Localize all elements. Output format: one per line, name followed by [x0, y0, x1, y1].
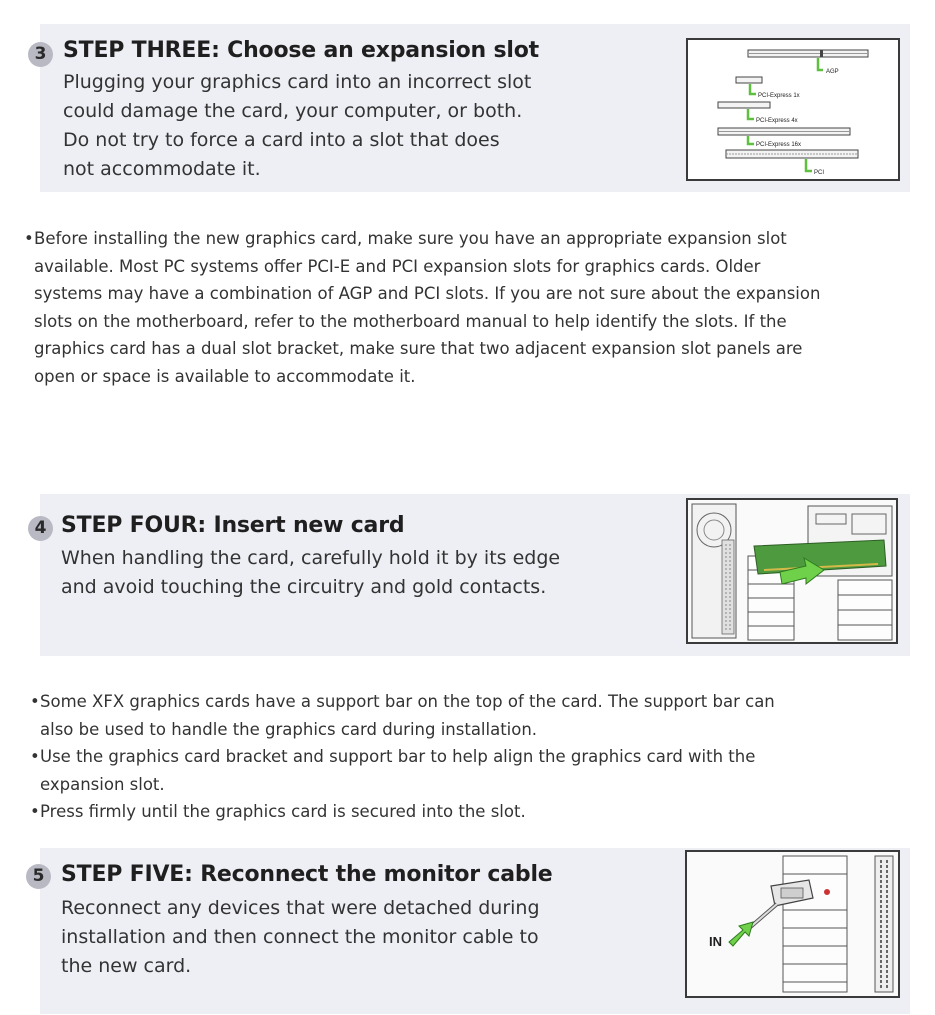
- text-line: could damage the card, your computer, or both.: [63, 100, 523, 122]
- list-item: [30, 688, 775, 716]
- pcie-16x-label: PCI-Express 16x: [756, 142, 802, 148]
- text-line: Some XFX graphics cards have a support bar on the top of the card. The support bar can: [40, 692, 775, 711]
- list-item: [24, 225, 820, 253]
- step-three-panel: [34, 24, 910, 192]
- bullet-dot: •: [24, 229, 34, 248]
- text-line: the new card.: [61, 955, 192, 977]
- bullet-dot: •: [30, 747, 40, 766]
- pcie-4x-label: PCI-Express 4x: [756, 118, 798, 124]
- step-number-badge: 5: [26, 864, 51, 889]
- text-line: and avoid touching the circuitry and gold contacts.: [61, 576, 547, 598]
- text-line: not accommodate it.: [63, 158, 261, 180]
- step-four-panel: [34, 494, 910, 656]
- pci-label: PCI: [814, 170, 825, 176]
- step-title: STEP FOUR: Insert new card: [61, 513, 405, 538]
- step-five-panel: [32, 848, 910, 1014]
- text-line: expansion slot.: [40, 774, 165, 794]
- step-number-badge: 3: [28, 42, 53, 67]
- in-label: IN: [709, 934, 722, 949]
- text-line: available. Most PC systems offer PCI-E and PCI expansion slots for graphics cards. Older: [34, 256, 761, 276]
- step-description: [63, 68, 531, 184]
- list-item: [30, 798, 775, 826]
- text-line: also be used to handle the graphics card during installation.: [40, 719, 538, 739]
- text-line: Before installing the new graphics card, make sure you have an appropriate expansion slot: [34, 229, 787, 248]
- step-four-notes: [30, 688, 775, 826]
- text-line: graphics card has a dual slot bracket, make sure that two adjacent expansion slot panels are: [34, 339, 803, 358]
- expansion-slots-diagram: [686, 38, 900, 181]
- bullet-dot: •: [30, 802, 40, 821]
- monitor-cable-illustration: [685, 850, 900, 998]
- step-number-badge: 4: [28, 516, 53, 541]
- text-line: When handling the card, carefully hold it by its edge: [61, 547, 561, 569]
- text-line: installation and then connect the monitor cable to: [61, 926, 539, 948]
- text-line: Press firmly until the graphics card is secured into the slot.: [40, 802, 526, 821]
- pcie-1x-label: PCI-Express 1x: [758, 93, 800, 99]
- step-description: [61, 894, 540, 981]
- list-item: [30, 743, 775, 771]
- bullet-dot: •: [30, 692, 40, 711]
- text-line: Reconnect any devices that were detached during: [61, 897, 540, 919]
- text-line: Plugging your graphics card into an incorrect slot: [63, 71, 532, 93]
- cable-illustration: [687, 852, 898, 996]
- text-line: systems may have a combination of AGP and PCI slots. If you are not sure about the expansion: [34, 284, 821, 303]
- text-line: Use the graphics card bracket and support bar to help align the graphics card with the: [40, 747, 756, 766]
- step-title: STEP THREE: Choose an expansion slot: [63, 38, 539, 63]
- step-title: STEP FIVE: Reconnect the monitor cable: [61, 862, 553, 887]
- step-description: [61, 544, 560, 602]
- step-three-notes: [24, 225, 820, 390]
- case-illustration: [688, 500, 896, 642]
- text-line: open or space is available to accommodate it.: [34, 366, 416, 386]
- slots-illustration: [688, 40, 898, 179]
- text-line: slots on the motherboard, refer to the motherboard manual to help identify the slots. If the: [34, 311, 787, 331]
- insert-card-illustration: [686, 498, 898, 644]
- text-line: Do not try to force a card into a slot that does: [63, 129, 500, 151]
- agp-label: AGP: [826, 69, 839, 75]
